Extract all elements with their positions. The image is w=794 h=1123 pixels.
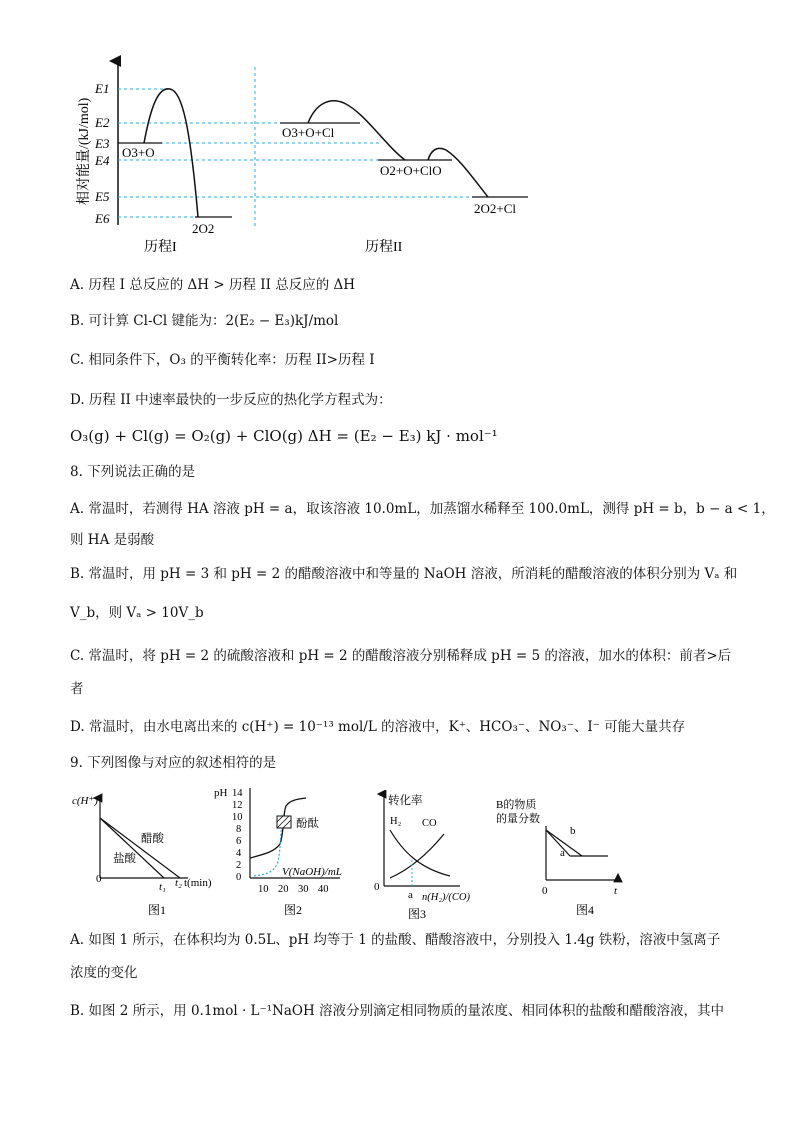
fig1-t1: t₁ (159, 881, 166, 893)
fig1-caption: 图1 (148, 903, 167, 917)
q7-option-d: D. 历程 II 中速率最快的一步反应的热化学方程式为： (70, 392, 392, 408)
q8-option-a-line2: 则 HA 是弱酸 (70, 532, 155, 548)
species-2o2-cl: 2O2+Cl (474, 201, 517, 216)
level-E5: E5 (95, 189, 110, 204)
fig1-origin: 0 (96, 873, 102, 885)
fig2-ytick: 10 (232, 812, 243, 823)
level-E2: E2 (95, 115, 110, 130)
q9-option-a-line1: A. 如图 1 所示，在体积均为 0.5L、pH 均等于 1 的盐酸、醋酸溶液中，分别投入 1.4g 铁粉，溶液中氢离子 (70, 932, 721, 948)
q7-option-c: C. 相同条件下，O₃ 的平衡转化率：历程 II>历程 I (70, 352, 375, 368)
figure-4 (490, 796, 640, 922)
fig3-xlabel: n(H₂)/(CO) (422, 892, 470, 903)
figure-1 (68, 790, 218, 920)
energy-ylabel: 相对能量/(kJ/mol) (77, 97, 92, 205)
q9-option-b-line1: B. 如图 2 所示，用 0.1mol · L⁻¹NaOH 溶液分别滴定相同物质的量浓度、相同体积的盐酸和醋酸溶液，其中 (70, 1003, 725, 1019)
fig2-ytick: 12 (232, 800, 243, 811)
species-o3-o-cl: O3+O+Cl (282, 125, 335, 140)
q7-option-b: B. 可计算 Cl-Cl 键能为：2(E₂ − E₃)kJ/mol (70, 313, 339, 329)
q9-stem: 9. 下列图像与对应的叙述相符的是 (70, 755, 277, 771)
fig2-xtick: 10 (258, 884, 269, 895)
q8-option-b-line2: V_b，则 Vₐ > 10V_b (70, 605, 204, 621)
q8-option-a-line1: A. 常温时，若测得 HA 溶液 pH = a，取该溶液 10.0mL，加蒸馏水稀释至 100.0mL，测得 pH = b，b − a < 1， (70, 501, 775, 517)
fig4-b-label: b (570, 825, 576, 837)
fig1-hcl-label: 盐酸 (113, 853, 136, 865)
fig4-caption: 图4 (576, 903, 595, 917)
species-2o2: 2O2 (192, 221, 215, 236)
q7-option-d-equation: O₃(g) + Cl(g) = O₂(g) + ClO(g) ΔH = (E₂ − E₃) kJ · mol⁻¹ (70, 427, 498, 445)
fig2-xtick: 40 (318, 884, 329, 895)
level-E1: E1 (95, 81, 110, 96)
q8-option-c-line2: 者 (70, 681, 84, 697)
fig3-a-label: a (408, 889, 413, 901)
species-o2-o-clo: O2+O+ClO (380, 163, 442, 178)
fig2-ytick: 8 (236, 824, 242, 835)
fig1-xunit: t(min) (184, 877, 212, 889)
fig3-caption: 图3 (408, 907, 427, 921)
path-I-label: 历程I (144, 240, 177, 255)
fig2-ytick: 14 (232, 788, 243, 799)
q8-option-d: D. 常温时，由水电离出来的 c(H⁺) = 10⁻¹³ mol/L 的溶液中，K⁺、HCO₃⁻、NO₃⁻、I⁻ 可能大量共存 (70, 719, 686, 735)
fig2-xlabel: V(NaOH)/mL (282, 866, 342, 878)
fig4-x-label: t (614, 885, 618, 897)
fig4-a-label: a (560, 847, 565, 859)
figure-3 (370, 790, 510, 922)
q9-option-a-line2: 浓度的变化 (70, 965, 138, 981)
fig3-ylabel: 转化率 (388, 795, 423, 807)
fig4-origin: 0 (542, 885, 548, 897)
q8-option-b-line1: B. 常温时，用 pH = 3 和 pH = 2 的醋酸溶液中和等量的 NaOH 溶液，所消耗的醋酸溶液的体积分别为 Vₐ 和 (70, 566, 738, 582)
fig1-t2: t₂ (175, 877, 182, 889)
fig2-xtick: 30 (298, 884, 309, 895)
fig2-ytick: 0 (236, 872, 242, 883)
fig3-h2-label: H₂ (390, 816, 402, 827)
level-E6: E6 (95, 211, 110, 226)
q8-option-c-line1: C. 常温时，将 pH = 2 的硫酸溶液和 pH = 2 的醋酸溶液分别稀释成 pH = 5 的溶液，加水的体积：前者>后 (70, 648, 732, 664)
q7-option-a: A. 历程 I 总反应的 ΔH > 历程 II 总反应的 ΔH (70, 277, 356, 293)
fig3-co-label: CO (422, 818, 437, 829)
energy-diagram (60, 55, 560, 265)
figure-2 (210, 782, 360, 922)
fig2-xtick: 20 (278, 884, 289, 895)
level-E3: E3 (95, 136, 110, 151)
fig3-origin: 0 (374, 881, 380, 893)
q8-stem: 8. 下列说法正确的是 (70, 464, 196, 480)
fig2-indicator-label: 酚酞 (296, 818, 319, 830)
fig2-ytick: 2 (236, 860, 242, 871)
fig2-ytick: 4 (236, 848, 242, 859)
fig2-ytick: 6 (236, 836, 242, 847)
fig1-acetic-label: 醋酸 (141, 833, 164, 845)
fig4-ylabel-2: 的量分数 (496, 813, 540, 825)
fig1-ylabel: c(H⁺) (72, 795, 98, 807)
level-E4: E4 (95, 153, 110, 168)
fig2-ylabel: pH (214, 787, 228, 799)
fig2-caption: 图2 (284, 903, 303, 917)
species-o3-o: O3+O (122, 145, 155, 160)
path-II-label: 历程II (365, 240, 403, 255)
fig4-ylabel-1: B的物质 (496, 799, 537, 811)
